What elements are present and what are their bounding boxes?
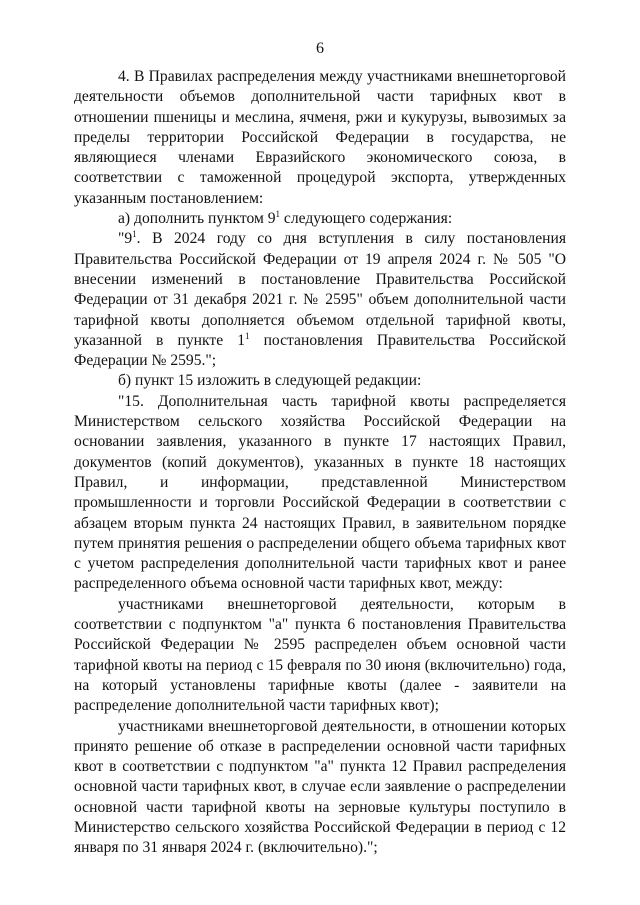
document-body <box>74 67 566 859</box>
paragraph-text: следующего содержания: <box>280 210 453 228</box>
paragraph-text: участниками внешнеторговой деятельности, которым в соответствии с подпунктом "а" пункта 6 постановления Правительства Российской Федерации № 2595 распределен объем основной части тарифной квоты на период с 15 февраля по 30 июня (включительно) года, на который установлены тарифные квоты (далее - заявители на распределение дополнительной части тарифных квот); <box>74 595 566 715</box>
superscript: 1 <box>275 209 281 220</box>
page-number: 6 <box>316 40 324 57</box>
paragraph-text: а) дополнить пунктом 9 <box>118 210 276 228</box>
paragraph-text: участниками внешнеторговой деятельности, в отношении которых принято решение об отказе в распределении основной части тарифных квот в соответствии с подпунктом "а" пункта 12 Правил распределения основной части тарифных квот, в случае если заявление о распределении основной части тарифной квоты на зерновые культуры поступило в Министерство сельского хозяйства Российской Федерации в период с 12 января по 31 января 2024 г. (включительно)."; <box>74 717 566 857</box>
paragraph-text: "15. Дополнительная часть тарифной квоты распределяется Министерством сельского хозяйства Российской Федерации на основании заявления, указанного в пункте 17 настоящих Правил, документов (копий документов), указанных в пункте 18 настоящих Правил, и информации, представленной Министерством промышленности и торговли Российской Федерации в соответствии с абзацем вторым пункта 24 настоящих Правил, в заявительном порядке путем принятия решения о распределении общего объема тарифных квот с учетом распределения дополнительной части тарифных квот и ранее распределенного объема основной части тарифных квот, между: <box>74 392 566 593</box>
paragraph-4-intro <box>74 67 566 209</box>
superscript: 1 <box>132 229 137 240</box>
paragraph-15 <box>74 392 566 595</box>
paragraph-participants-2 <box>74 717 566 859</box>
paragraph-text: 4. В Правилах распределения между участниками внешнеторговой деятельности объемов дополнительной части тарифных квот в отношении пшеницы и меслина, ячменя, ржи и кукурузы, вывозимых за пределы территории Российской Федерации в государства, не являющиеся членами Евразийского экономического союза, в соответствии с таможенной процедурой экспорта, утвержденных указанным постановлением: <box>74 68 566 207</box>
superscript: 1 <box>245 330 250 341</box>
paragraph-participants-1 <box>74 595 566 717</box>
paragraph-text: постановления Правительства Российской Федерации № 2595."; <box>74 331 566 370</box>
paragraph-9-1 <box>74 229 566 371</box>
paragraph-text: б) пункт 15 изложить в следующей редакции: <box>118 372 422 390</box>
paragraph-b <box>74 371 566 391</box>
paragraph-a <box>74 209 566 229</box>
paragraph-text: "9 <box>118 230 133 248</box>
paragraph-text: . В 2024 году со дня вступления в силу постановления Правительства Российской Федерации от 19 апреля 2024 г. № 505 "О внесении изменений в постановление Правительства Российской Федерации от 31 декабря 2021 г. № 2595" объем дополнительной части тарифной квоты дополняется объемом отдельной тарифной квоты, указанной в пункте 1 <box>74 230 566 349</box>
